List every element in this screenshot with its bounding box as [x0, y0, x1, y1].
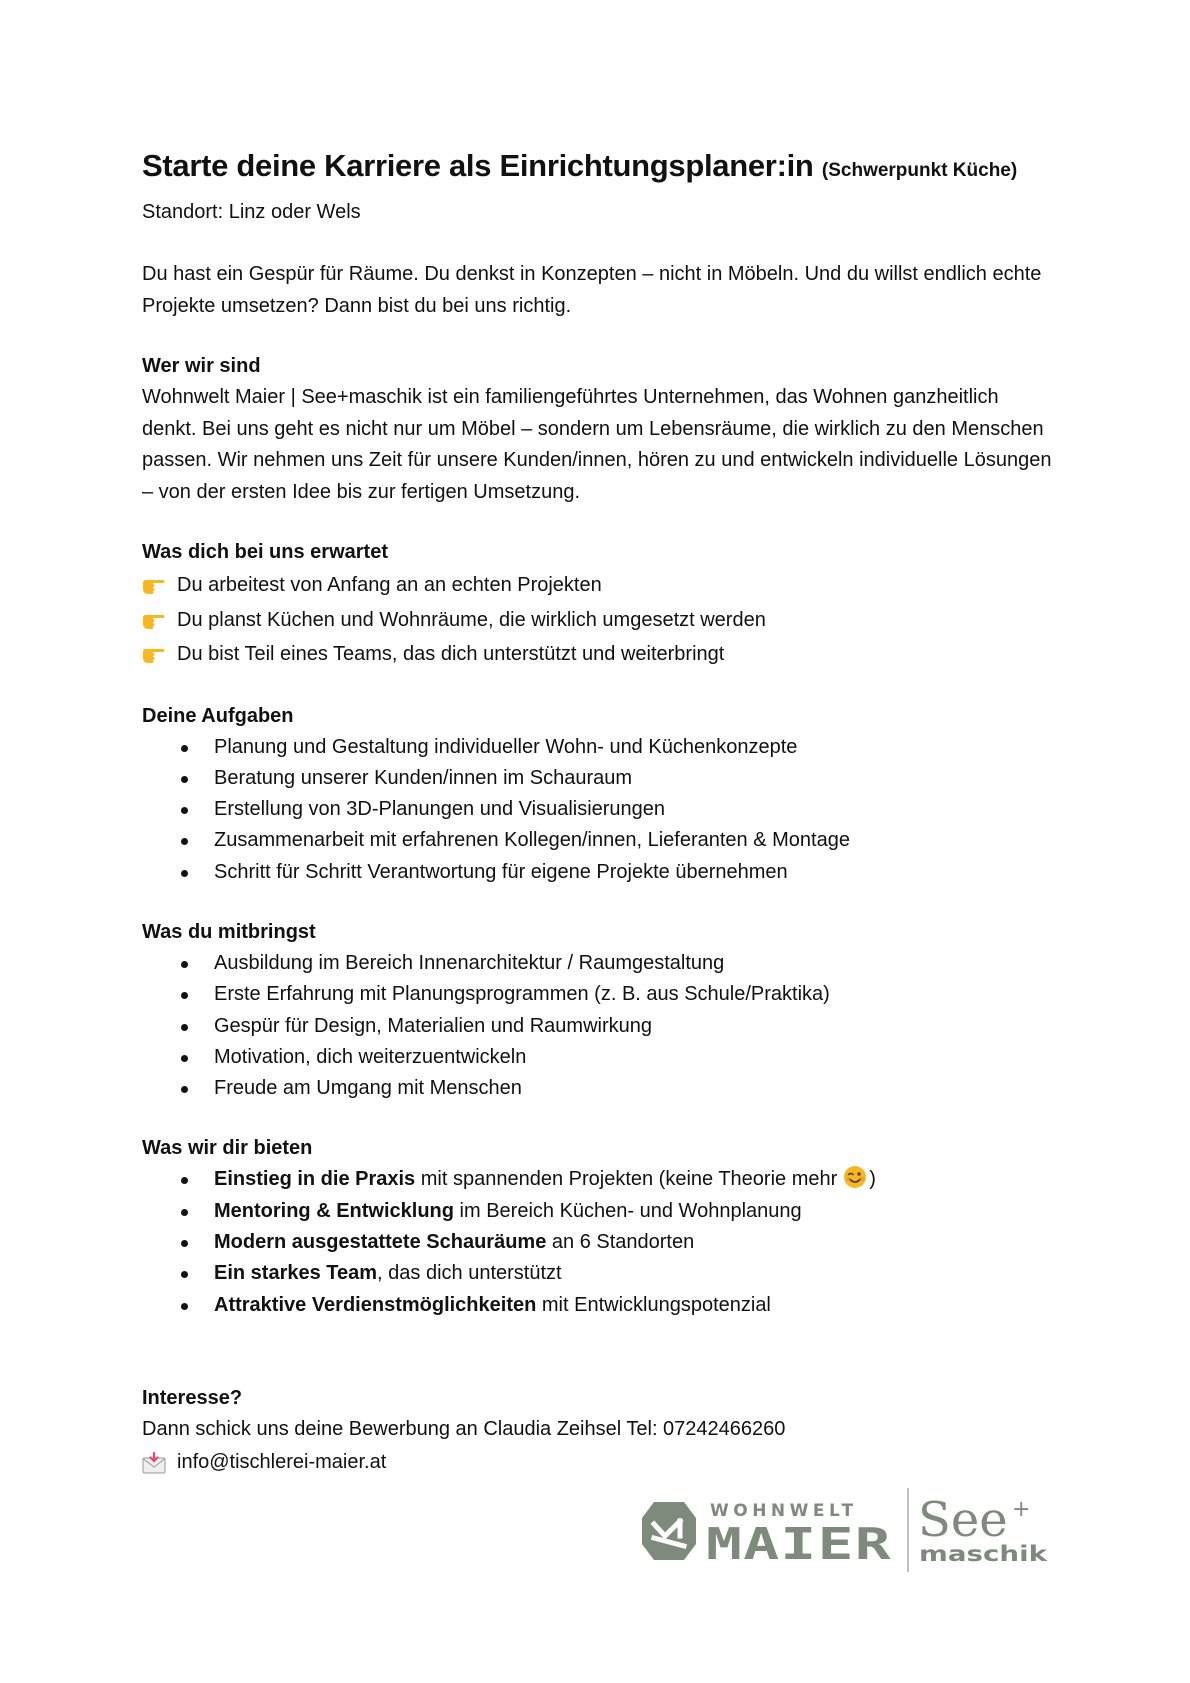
logo-emblem	[642, 1502, 696, 1560]
list-item-text: Gespür für Design, Materialien und Raumwirkung	[214, 1014, 652, 1037]
about-line: denkt. Bei uns geht es nicht nur um Möbel – sondern um Lebensräume, die wirklich zu den Menschen	[142, 417, 1044, 440]
bullet	[181, 1271, 188, 1278]
bullet	[181, 1055, 188, 1062]
benefit-text: , das dich unterstützt	[377, 1262, 562, 1285]
list-item	[142, 1073, 1062, 1104]
requirements-list	[142, 948, 1062, 1104]
list-item-text: Du arbeitest von Anfang an an echten Projekten	[177, 574, 602, 596]
winking-face-icon	[843, 1165, 867, 1189]
logo-maschik: maschik	[919, 1542, 1049, 1566]
list-item	[142, 603, 1062, 638]
pointing-hand-icon	[142, 609, 166, 631]
list-item-text: Erstellung von 3D-Planungen und Visualisierungen	[214, 798, 666, 821]
benefit-bold: Ein starkes Team	[214, 1262, 378, 1285]
benefit-text: im Bereich Küchen- und Wohnplanung	[454, 1199, 802, 1222]
list-item-text: Motivation, dich weiterzuentwickeln	[214, 1045, 527, 1068]
list-item	[142, 1196, 1062, 1227]
list-item	[142, 857, 1062, 888]
list-item	[142, 1227, 1062, 1258]
list-item	[142, 1290, 1062, 1321]
logo-plus: +	[1012, 1497, 1031, 1522]
benefit-bold: Attraktive Verdienstmöglichkeiten	[214, 1293, 537, 1316]
intro-line-2: Projekte umsetzen? Dann bist du bei uns richtig.	[142, 294, 572, 317]
logo-wohnwelt: WOHNWELT	[710, 1501, 858, 1521]
location: Standort: Linz oder Wels	[142, 201, 361, 223]
tasks-heading: Deine Aufgaben	[142, 704, 294, 727]
list-item-text: Erste Erfahrung mit Planungsprogrammen (z. B. aus Schule/Praktika)	[214, 983, 830, 1006]
bullet	[181, 1086, 188, 1093]
list-item	[142, 1042, 1062, 1073]
benefits-heading: Was wir dir bieten	[142, 1137, 313, 1160]
list-item	[142, 732, 1062, 763]
list-item	[142, 568, 1062, 603]
about-line: – von der ersten Idee bis zur fertigen Umsetzung.	[142, 480, 581, 503]
contact-line: Dann schick uns deine Bewerbung an Claudia Zeihsel Tel: 07242466260	[142, 1417, 786, 1440]
expect-list	[142, 568, 1062, 672]
page-title	[142, 140, 1062, 197]
benefit-end: )	[869, 1168, 876, 1191]
list-item	[142, 1164, 1062, 1195]
bullet	[181, 838, 188, 845]
list-item	[142, 1258, 1062, 1289]
list-item-text: Freude am Umgang mit Menschen	[214, 1077, 522, 1100]
intro-line-1: Du hast ein Gespür für Räume. Du denkst in Konzepten – nicht in Möbeln. Und du willst endlich echte	[142, 263, 1042, 285]
tasks-list	[142, 732, 1062, 888]
list-item-text: Schritt für Schritt Verantwortung für eigene Projekte übernehmen	[214, 860, 788, 883]
bullet	[181, 870, 188, 877]
list-item	[142, 948, 1062, 979]
bullet	[181, 1303, 188, 1310]
benefit-bold: Mentoring & Entwicklung	[214, 1199, 454, 1222]
benefit-text: mit Entwicklungspotenzial	[536, 1293, 771, 1316]
benefit-bold: Modern ausgestattete Schauräume	[214, 1231, 547, 1254]
benefit-text: an 6 Standorten	[546, 1231, 695, 1254]
list-item-text: Planung und Gestaltung individueller Wohn- und Küchenkonzepte	[214, 735, 798, 758]
benefit-bold: Einstieg in die Praxis	[214, 1168, 416, 1191]
requirements-heading: Was du mitbringst	[142, 920, 316, 943]
bullet	[181, 1024, 188, 1031]
bullet	[181, 992, 188, 999]
list-item	[142, 637, 1062, 672]
job-posting	[142, 140, 1062, 1479]
benefits-list	[142, 1164, 1062, 1320]
bullet	[181, 961, 188, 968]
about-heading: Wer wir sind	[142, 355, 261, 377]
bullet	[181, 807, 188, 814]
list-item	[142, 1011, 1062, 1042]
list-item	[142, 763, 1062, 794]
bullet	[181, 1240, 188, 1247]
list-item	[142, 979, 1062, 1010]
bullet	[181, 1177, 188, 1184]
bullet	[181, 776, 188, 783]
list-item-text: Du planst Küchen und Wohnräume, die wirklich umgesetzt werden	[177, 608, 766, 631]
title-main: Starte deine Karriere als Einrichtungsplaner:in	[142, 148, 814, 183]
pointing-hand-icon	[142, 643, 166, 665]
list-item	[142, 794, 1062, 825]
logo-see: See	[918, 1492, 1008, 1548]
list-item	[142, 825, 1062, 856]
title-suffix: (Schwerpunkt Küche)	[821, 160, 1018, 181]
list-item-text: Beratung unserer Kunden/innen im Schauraum	[214, 766, 633, 789]
logo-maier: MAIER	[706, 1519, 892, 1570]
list-item-text: Du bist Teil eines Teams, das dich unterstützt und weiterbringt	[177, 643, 725, 665]
email-link[interactable]: info@tischlerei-maier.at	[177, 1451, 387, 1474]
list-item-text: Ausbildung im Bereich Innenarchitektur / Raumgestaltung	[214, 951, 725, 974]
benefit-text: mit spannenden Projekten (keine Theorie mehr	[415, 1168, 838, 1191]
about-line: passen. Wir nehmen uns Zeit für unsere Kunden/innen, hören zu und entwickeln individuelle Lösungen	[142, 449, 1052, 471]
expect-heading: Was dich bei uns erwartet	[142, 541, 388, 563]
company-logo	[636, 1488, 1056, 1573]
about-line: Wohnwelt Maier | See+maschik ist ein familiengeführtes Unternehmen, das Wohnen ganzheitlich	[142, 386, 999, 408]
bullet	[181, 1209, 188, 1216]
pointing-hand-icon	[142, 574, 166, 596]
contact-heading: Interesse?	[142, 1386, 243, 1409]
list-item-text: Zusammenarbeit mit erfahrenen Kollegen/innen, Lieferanten & Montage	[214, 829, 850, 852]
bullet	[181, 745, 188, 752]
envelope-icon	[142, 1451, 166, 1473]
email-row	[142, 1445, 1062, 1479]
